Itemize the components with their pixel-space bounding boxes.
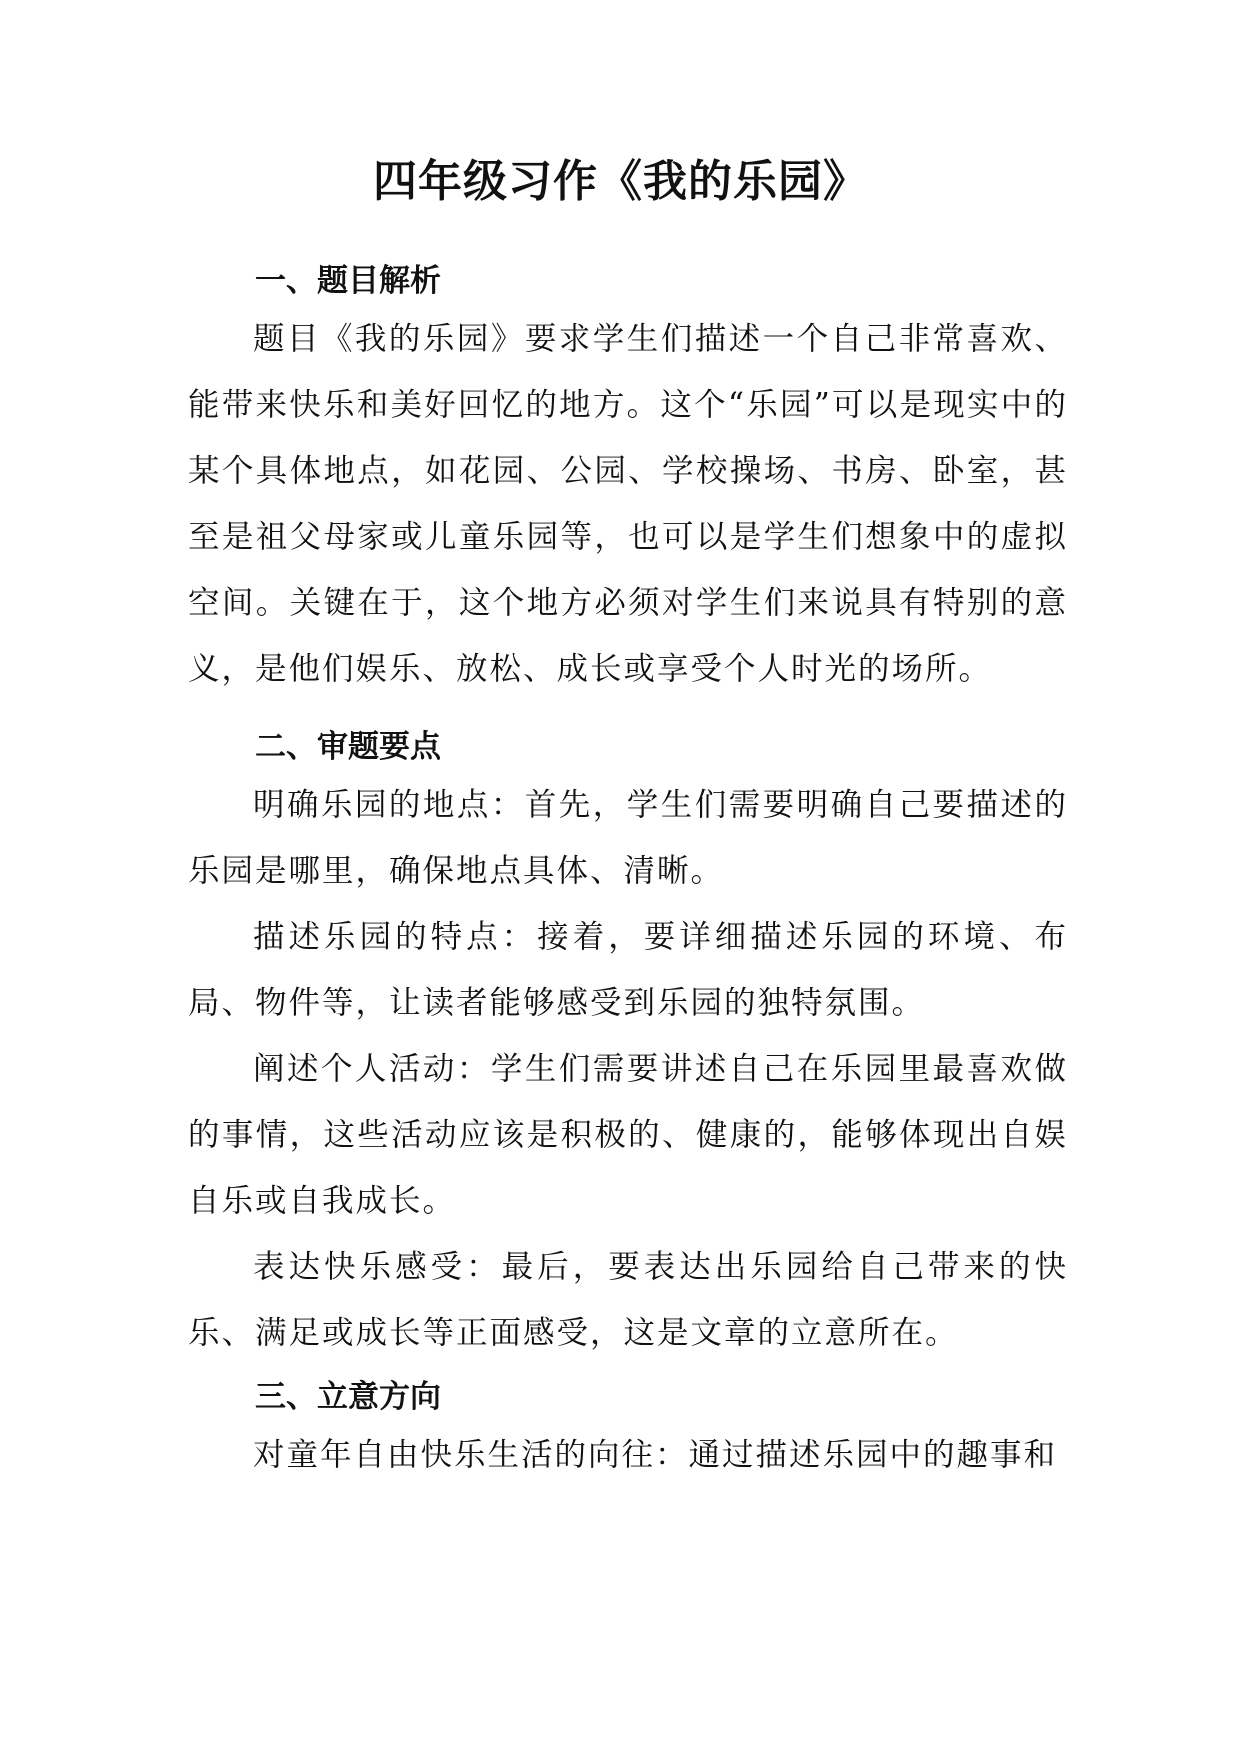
paragraph-key-point-feelings: 表达快乐感受：最后，要表达出乐园给自己带来的快乐、满足或成长等正面感受，这是文章的立意所在。	[188, 1249, 1068, 1351]
paragraph-key-point-location: 明确乐园的地点：首先，学生们需要明确自己要描述的乐园是哪里，确保地点具体、清晰。	[188, 787, 1068, 889]
section-heading-themes: 三、立意方向	[255, 1379, 441, 1415]
paragraph-key-point-activities: 阐述个人活动：学生们需要讲述自己在乐园里最喜欢做的事情，这些活动应该是积极的、健康的，能够体现出自娱自乐或自我成长。	[188, 1051, 1068, 1219]
section-heading-analysis: 一、题目解析	[255, 263, 441, 299]
paragraph-key-point-features: 描述乐园的特点：接着，要详细描述乐园的环境、布局、物件等，让读者能够感受到乐园的独特氛围。	[188, 919, 1068, 1021]
paragraph-analysis: 题目《我的乐园》要求学生们描述一个自己非常喜欢、能带来快乐和美好回忆的地方。这个“乐园”可以是现实中的某个具体地点，如花园、公园、学校操场、书房、卧室，甚至是祖父母家或儿童乐园等，也可以是学生们想象中的虚拟空间。关键在于，这个地方必须对学生们来说具有特别的意义，是他们娱乐、放松、成长或享受个人时光的场所。	[188, 321, 1068, 687]
document-title: 四年级习作《我的乐园》	[373, 156, 868, 207]
paragraph-theme-childhood: 对童年自由快乐生活的向往：通过描述乐园中的趣事和	[253, 1437, 1058, 1473]
section-heading-key-points: 二、审题要点	[255, 729, 441, 765]
